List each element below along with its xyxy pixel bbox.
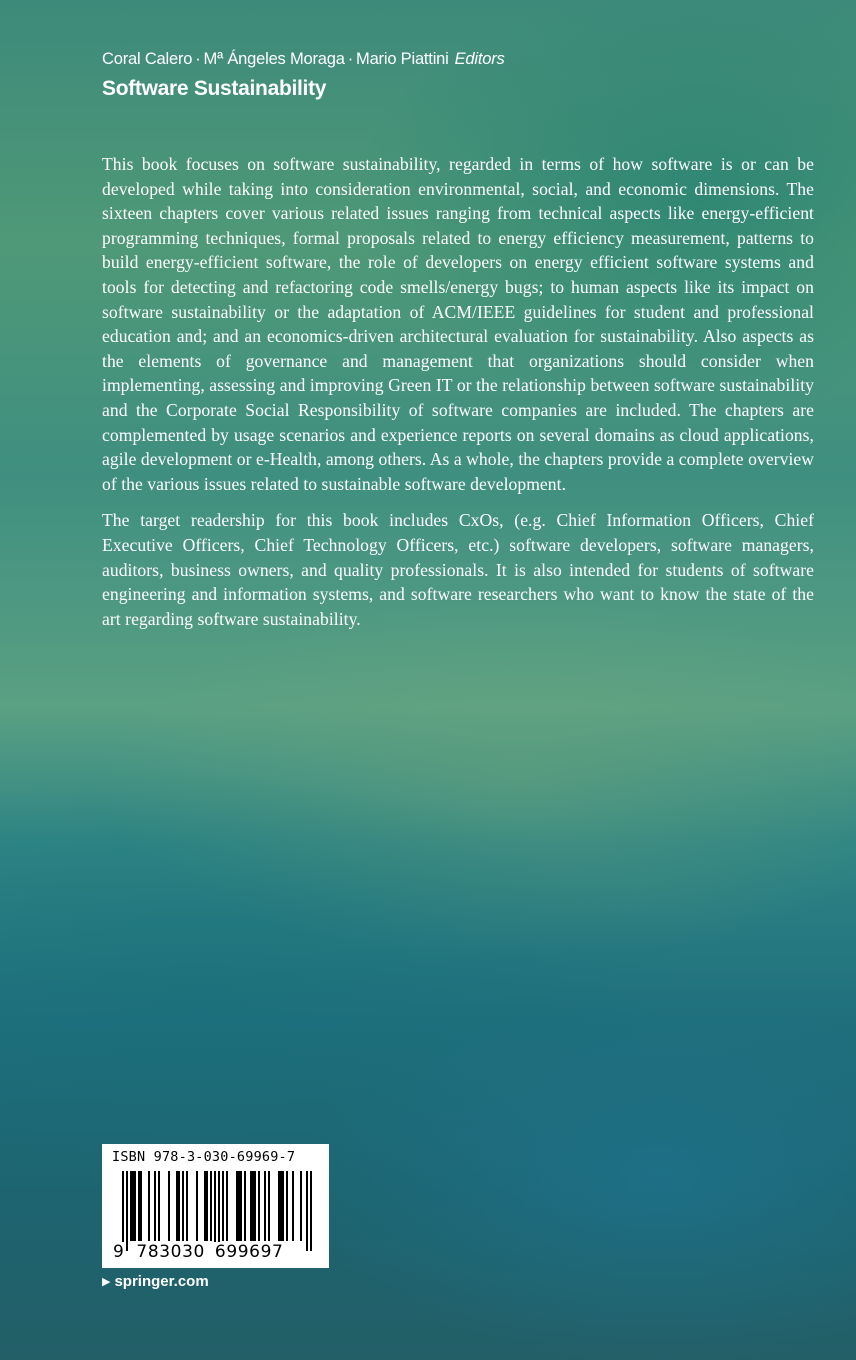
barcode-bar bbox=[182, 1171, 184, 1241]
arrow-icon: ▶ bbox=[102, 1276, 111, 1288]
barcode-bar bbox=[178, 1171, 180, 1241]
barcode-bar bbox=[176, 1171, 178, 1241]
barcode-bar bbox=[206, 1171, 208, 1241]
cover-header bbox=[102, 48, 802, 102]
barcode-bar bbox=[210, 1171, 212, 1241]
barcode-bar bbox=[286, 1171, 288, 1241]
ean-right-group: 699697 bbox=[214, 1242, 284, 1262]
barcode-bar bbox=[250, 1171, 252, 1241]
barcode-bar bbox=[126, 1171, 128, 1251]
barcode-bar bbox=[122, 1171, 124, 1251]
barcode-bar bbox=[204, 1171, 206, 1241]
editor-separator: · bbox=[195, 50, 201, 68]
barcode-bar bbox=[186, 1171, 188, 1241]
barcode-bar bbox=[254, 1171, 256, 1241]
barcode-bar bbox=[238, 1171, 240, 1241]
editors-line bbox=[102, 48, 802, 70]
barcode-bar bbox=[236, 1171, 238, 1241]
barcode-bar bbox=[252, 1171, 254, 1241]
barcode-bar bbox=[278, 1171, 280, 1241]
barcode-bar bbox=[280, 1171, 282, 1241]
editor-name: Mario Piattini bbox=[356, 50, 449, 68]
barcode-bar bbox=[222, 1171, 224, 1241]
barcode-bar bbox=[138, 1171, 140, 1241]
ean-left-group: 783030 bbox=[136, 1242, 205, 1262]
barcode-bar bbox=[158, 1171, 160, 1241]
blurb-paragraph: The target readership for this book includes CxOs, (e.g. Chief Information Officers, Chief Executive Officers, Chief Technology Officers, etc.) software developers, software managers, auditors, business owners, and quality professionals. It is also intended for students of software engineering and information systems, and software researchers who want to know the state of the art regarding software sustainability. bbox=[102, 510, 814, 629]
editor-name: Coral Calero bbox=[102, 50, 193, 68]
barcode-bar bbox=[140, 1171, 142, 1241]
barcode-bar bbox=[218, 1171, 220, 1251]
barcode-bar bbox=[148, 1171, 150, 1241]
editor-separator: · bbox=[347, 50, 354, 68]
barcode-bar bbox=[264, 1171, 266, 1241]
barcode-bar bbox=[134, 1171, 136, 1241]
barcode-bar bbox=[300, 1171, 302, 1241]
editors-role: Editors bbox=[454, 50, 505, 68]
barcode-bar bbox=[154, 1171, 156, 1241]
barcode-bar bbox=[196, 1171, 198, 1241]
back-cover-blurb bbox=[102, 152, 814, 643]
barcode-bar bbox=[130, 1171, 132, 1241]
barcode-bar bbox=[240, 1171, 242, 1241]
editor-name: Mª Ángeles Moraga bbox=[203, 50, 345, 68]
barcode-bar bbox=[292, 1171, 294, 1241]
barcode-bar bbox=[282, 1171, 284, 1241]
barcode-bar bbox=[306, 1171, 308, 1251]
publisher-link[interactable] bbox=[102, 1273, 209, 1290]
barcode-bar bbox=[214, 1171, 216, 1251]
barcode-bar bbox=[132, 1171, 134, 1241]
barcode-bar bbox=[268, 1171, 270, 1241]
isbn-barcode bbox=[102, 1144, 329, 1268]
ean-digits bbox=[112, 1242, 322, 1262]
blurb-paragraph: This book focuses on software sustainability, regarded in terms of how software is or can be developed while taking into consideration environmental, social, and economic dimensions. The sixteen chapters cover various related issues ranging from technical aspects like energy-efficient programming techniques, formal proposals related to energy efficiency measurement, patterns to build energy-efficient software, the role of developers on energy efficient software systems and tools for detecting and refactoring code smells/energy bugs; to human aspects like its impact on software sustainability or the adaptation of ACM/IEEE guidelines for student and professional education and; and an economics-driven architectural evaluation for sustainability. Also aspects as the elements of governance and management that organizations should consider when implementing, assessing and improving Green IT or the relationship between software sustainability and the Corporate Social Responsibility of software companies are included. The chapters are complemented by usage scenarios and experience reports on several domains as cloud applications, agile development or e-Health, among others. As a whole, the chapters provide a complete overview of the various issues related to sustainable software development. bbox=[102, 154, 814, 494]
isbn-label: ISBN 978-3-030-69969-7 bbox=[112, 1149, 296, 1165]
barcode-bars bbox=[110, 1171, 322, 1251]
ean-first-digit: 9 bbox=[113, 1242, 125, 1262]
publisher-url: springer.com bbox=[114, 1273, 209, 1290]
book-title: Software Sustainability bbox=[102, 77, 327, 100]
barcode-bar bbox=[258, 1171, 260, 1241]
barcode-bar bbox=[244, 1171, 246, 1241]
barcode-bar bbox=[226, 1171, 228, 1241]
barcode-bar bbox=[310, 1171, 312, 1251]
barcode-bar bbox=[168, 1171, 170, 1241]
